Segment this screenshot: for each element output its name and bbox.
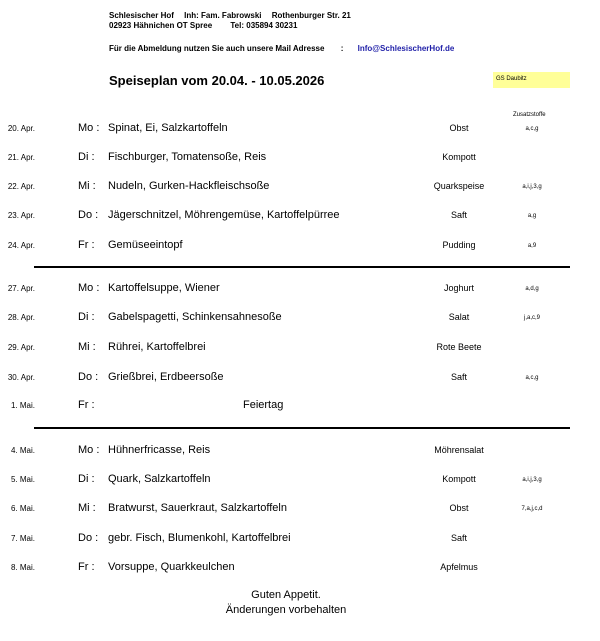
row-dessert: Joghurt: [443, 283, 475, 293]
header-line-2: [109, 21, 297, 30]
phone: Tel: 035894 30231: [230, 21, 298, 30]
row-date: 24. Apr.: [7, 241, 35, 250]
row-dessert: Möhrensalat: [434, 445, 484, 455]
row-dessert: Pudding: [442, 240, 476, 250]
row-dish: Gemüseeintopf: [108, 239, 183, 251]
row-additives: a,c,g: [525, 126, 539, 132]
header-line-1: [109, 11, 351, 20]
row-dessert: Salat: [448, 312, 470, 322]
page-title: Speiseplan vom 20.04. - 10.05.2026: [109, 73, 325, 88]
week-separator: [34, 427, 570, 429]
holiday-label: Feiertag: [243, 399, 284, 411]
row-weekday: Fr :: [78, 239, 95, 251]
row-additives: 7,a,j,c,d: [521, 506, 543, 512]
street: Rothenburger Str. 21: [271, 11, 351, 20]
footer-note: Änderungen vorbehalten: [225, 604, 347, 616]
row-weekday: Mi :: [78, 502, 96, 514]
row-weekday: Fr :: [78, 561, 95, 573]
row-date: 20. Apr.: [7, 124, 35, 133]
row-dish: Quark, Salzkartoffeln: [108, 473, 211, 485]
row-weekday: Fr :: [78, 399, 95, 411]
row-date: 8. Mai.: [10, 563, 35, 572]
row-dessert: Rote Beete: [436, 342, 482, 352]
row-date: 5. Mai.: [10, 475, 35, 484]
row-date: 29. Apr.: [7, 343, 35, 352]
footer-greeting: Guten Appetit.: [251, 589, 321, 601]
row-dish: gebr. Fisch, Blumenkohl, Kartoffelbrei: [108, 532, 291, 544]
row-additives: a,d,g: [525, 286, 539, 292]
row-weekday: Mo :: [78, 122, 100, 134]
row-dessert: Obst: [449, 123, 469, 133]
row-weekday: Di :: [78, 151, 95, 163]
row-additives: a,9: [527, 243, 537, 249]
row-dessert: Kompott: [442, 152, 476, 162]
row-date: 1. Mai.: [10, 401, 35, 410]
row-dessert: Obst: [449, 503, 469, 513]
mail-note-line: [109, 44, 454, 53]
mail-note: Für die Abmeldung nutzen Sie auch unsere Mail Adresse: [109, 44, 325, 53]
row-date: 6. Mai.: [10, 504, 35, 513]
row-weekday: Di :: [78, 473, 95, 485]
city: 02923 Hähnichen OT Spree: [109, 21, 213, 30]
row-dessert: Saft: [450, 210, 467, 220]
row-additives: a,c,g: [525, 375, 539, 381]
row-dish: Jägerschnitzel, Möhrengemüse, Kartoffelpürree: [108, 209, 340, 221]
row-dish: Hühnerfricasse, Reis: [108, 444, 211, 456]
row-dish: Bratwurst, Sauerkraut, Salzkartoffeln: [108, 502, 287, 514]
row-weekday: Mo :: [78, 282, 100, 294]
row-dessert: Quarkspeise: [433, 181, 485, 191]
row-date: 23. Apr.: [7, 211, 35, 220]
row-dessert: Saft: [450, 372, 467, 382]
restaurant-name: Schlesischer Hof: [109, 11, 174, 20]
row-dish: Nudeln, Gurken-Hackfleischsoße: [108, 180, 270, 192]
row-dish: Grießbrei, Erdbeersoße: [108, 371, 224, 383]
row-date: 21. Apr.: [7, 153, 35, 162]
row-dish: Spinat, Ei, Salzkartoffeln: [108, 122, 228, 134]
owner: Inh: Fam. Fabrowski: [184, 11, 262, 20]
row-additives: a,g: [527, 213, 537, 219]
email-link[interactable]: Info@SchlesischerHof.de: [357, 44, 455, 53]
row-additives: a,i,j,3,g: [522, 184, 542, 190]
row-dish: Gabelspagetti, Schinkensahnesoße: [108, 311, 282, 323]
row-weekday: Mi :: [78, 341, 96, 353]
row-date: 27. Apr.: [7, 284, 35, 293]
row-dish: Rührei, Kartoffelbrei: [108, 341, 206, 353]
row-date: 7. Mai.: [10, 534, 35, 543]
row-weekday: Do :: [78, 209, 99, 221]
row-dessert: Apfelmus: [440, 562, 478, 572]
row-dish: Vorsuppe, Quarkkeulchen: [108, 561, 235, 573]
additives-column-header: Zusatzstoffe: [513, 112, 546, 118]
school-badge: GS Daubitz: [493, 72, 570, 88]
row-additives: a,i,j,3,g: [522, 477, 542, 483]
row-dish: Kartoffelsuppe, Wiener: [108, 282, 220, 294]
row-date: 28. Apr.: [7, 313, 35, 322]
row-weekday: Do :: [78, 532, 99, 544]
row-weekday: Mi :: [78, 180, 96, 192]
mail-separator: :: [340, 44, 344, 53]
row-date: 4. Mai.: [10, 446, 35, 455]
row-additives: j,a,c,9: [523, 315, 540, 321]
row-date: 30. Apr.: [7, 373, 35, 382]
row-dessert: Saft: [450, 533, 467, 543]
row-weekday: Do :: [78, 371, 99, 383]
row-dessert: Kompott: [442, 474, 476, 484]
row-weekday: Di :: [78, 311, 95, 323]
row-date: 22. Apr.: [7, 182, 35, 191]
row-dish: Fischburger, Tomatensoße, Reis: [108, 151, 267, 163]
row-weekday: Mo :: [78, 444, 100, 456]
week-separator: [34, 266, 570, 268]
